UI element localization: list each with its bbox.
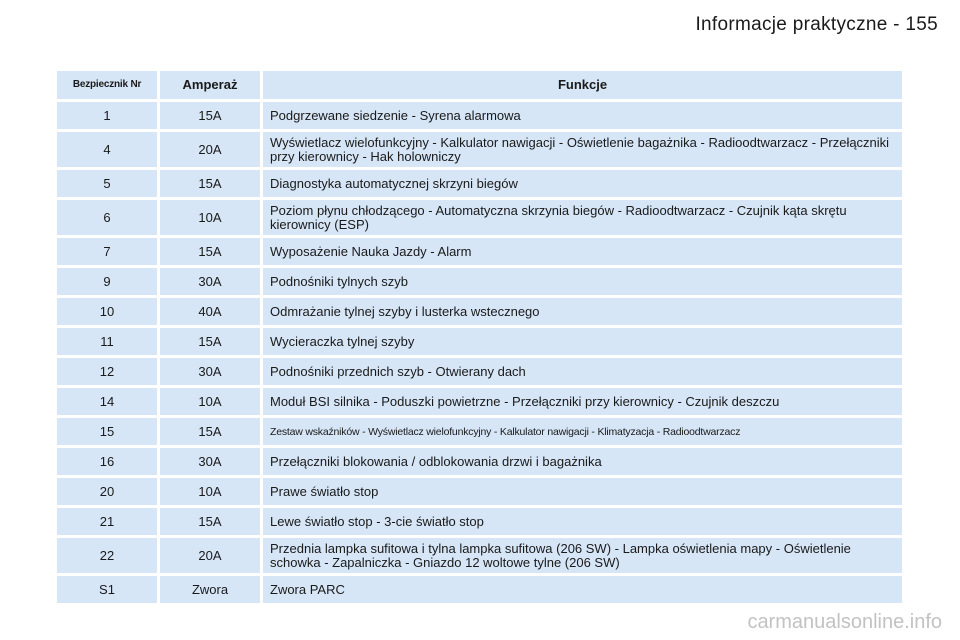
amperage-cell: 30A xyxy=(157,268,260,295)
function-cell: Moduł BSI silnika - Poduszki powietrzne - Przełączniki przy kierownicy - Czujnik deszczu xyxy=(260,388,902,415)
amperage-cell: 15A xyxy=(157,328,260,355)
amperage-cell: 10A xyxy=(157,478,260,505)
fuse-number-cell: S1 xyxy=(57,576,157,603)
function-cell: Wycieraczka tylnej szyby xyxy=(260,328,902,355)
function-cell: Lewe światło stop - 3-cie światło stop xyxy=(260,508,902,535)
column-header-amperage: Amperaż xyxy=(157,71,260,99)
table-row xyxy=(57,478,902,505)
column-header-functions: Funkcje xyxy=(260,71,902,99)
column-header-fuse-nr: Bezpiecznik Nr xyxy=(57,71,157,99)
table-row xyxy=(57,200,902,235)
fuse-table xyxy=(57,68,902,606)
table-row xyxy=(57,298,902,325)
function-cell: Przednia lampka sufitowa i tylna lampka sufitowa (206 SW) - Lampka oświetlenia mapy - Oświetlenie schowka - Zapalniczka - Gniazdo 12 woltowe tylne (206 SW) xyxy=(260,538,902,573)
function-cell: Zwora PARC xyxy=(260,576,902,603)
table-row xyxy=(57,576,902,603)
function-cell: Wyposażenie Nauka Jazdy - Alarm xyxy=(260,238,902,265)
fuse-number-cell: 10 xyxy=(57,298,157,325)
fuse-number-cell: 12 xyxy=(57,358,157,385)
fuse-number-cell: 22 xyxy=(57,538,157,573)
fuse-number-cell: 4 xyxy=(57,132,157,167)
table-row xyxy=(57,268,902,295)
amperage-cell: 20A xyxy=(157,132,260,167)
function-cell: Podnośniki tylnych szyb xyxy=(260,268,902,295)
fuse-number-cell: 21 xyxy=(57,508,157,535)
table-row xyxy=(57,448,902,475)
amperage-cell: 10A xyxy=(157,388,260,415)
amperage-cell: 15A xyxy=(157,238,260,265)
function-cell: Odmrażanie tylnej szyby i lusterka wstecznego xyxy=(260,298,902,325)
amperage-cell: 15A xyxy=(157,170,260,197)
table-header-row xyxy=(57,71,902,99)
function-cell: Diagnostyka automatycznej skrzyni biegów xyxy=(260,170,902,197)
table-row xyxy=(57,132,902,167)
fuse-number-cell: 9 xyxy=(57,268,157,295)
fuse-number-cell: 14 xyxy=(57,388,157,415)
amperage-cell: 40A xyxy=(157,298,260,325)
amperage-cell: 30A xyxy=(157,448,260,475)
table-row xyxy=(57,508,902,535)
fuse-number-cell: 1 xyxy=(57,102,157,129)
amperage-cell: 15A xyxy=(157,508,260,535)
amperage-cell: 20A xyxy=(157,538,260,573)
table-row xyxy=(57,418,902,445)
amperage-cell: Zwora xyxy=(157,576,260,603)
function-cell: Podgrzewane siedzenie - Syrena alarmowa xyxy=(260,102,902,129)
function-cell: Podnośniki przednich szyb - Otwierany dach xyxy=(260,358,902,385)
table-row xyxy=(57,388,902,415)
fuse-number-cell: 6 xyxy=(57,200,157,235)
fuse-number-cell: 7 xyxy=(57,238,157,265)
fuse-number-cell: 11 xyxy=(57,328,157,355)
table-row xyxy=(57,170,902,197)
fuse-number-cell: 15 xyxy=(57,418,157,445)
function-cell: Prawe światło stop xyxy=(260,478,902,505)
amperage-cell: 30A xyxy=(157,358,260,385)
table-row xyxy=(57,102,902,129)
fuse-number-cell: 20 xyxy=(57,478,157,505)
amperage-cell: 15A xyxy=(157,102,260,129)
function-cell: Poziom płynu chłodzącego - Automatyczna skrzynia biegów - Radioodtwarzacz - Czujnik kąta skrętu kierownicy (ESP) xyxy=(260,200,902,235)
fuse-number-cell: 5 xyxy=(57,170,157,197)
function-cell: Wyświetlacz wielofunkcyjny - Kalkulator nawigacji - Oświetlenie bagażnika - Radioodtwarzacz - Przełączniki przy kierownicy - Hak holowniczy xyxy=(260,132,902,167)
amperage-cell: 10A xyxy=(157,200,260,235)
page-header: Informacje praktyczne - 155 xyxy=(695,14,938,35)
table-row xyxy=(57,328,902,355)
table-row xyxy=(57,358,902,385)
fuse-number-cell: 16 xyxy=(57,448,157,475)
function-cell: Zestaw wskaźników - Wyświetlacz wielofunkcyjny - Kalkulator nawigacji - Klimatyzacja - Radioodtwarzacz xyxy=(260,418,902,445)
watermark: carmanualsonline.info xyxy=(747,611,942,633)
table-row xyxy=(57,238,902,265)
function-cell: Przełączniki blokowania / odblokowania drzwi i bagażnika xyxy=(260,448,902,475)
table-row xyxy=(57,538,902,573)
fuse-table-body xyxy=(57,102,902,603)
amperage-cell: 15A xyxy=(157,418,260,445)
